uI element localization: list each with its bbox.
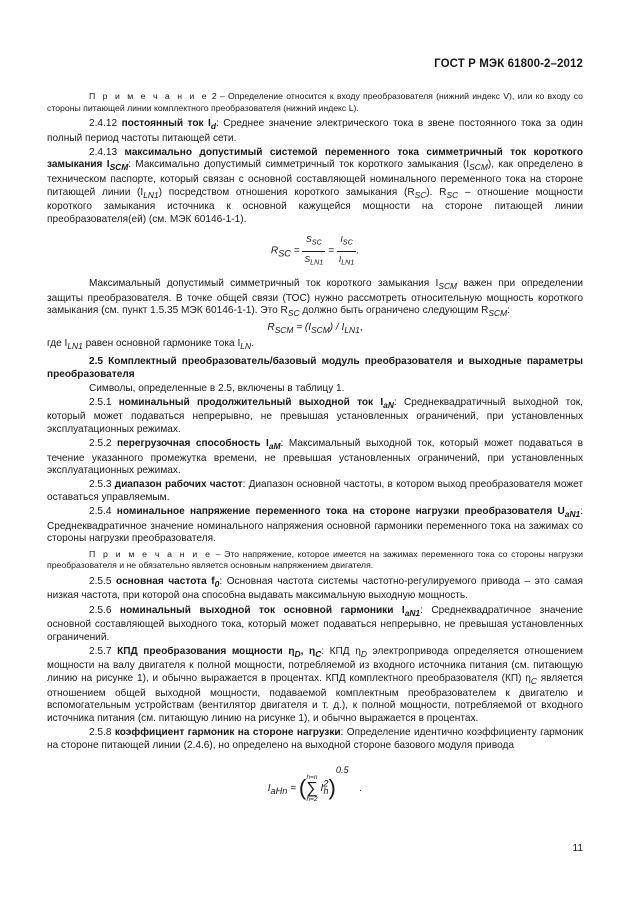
- term: постоянный ток $I_d$: [121, 118, 217, 132]
- clause-2-5-2: 2.5.2 перегрузочная способность $I_{aM}$: Максимальный выходной ток, который может подаваться в течение указанного промежутка времени, не превышая установленных ограничений, при установленных эксплуатационных режимах.: [47, 438, 583, 477]
- fraction-i: $\frac{I_{SC}}{I_{LN1}}$: [338, 234, 355, 267]
- clause-number: 2.4.13: [89, 146, 125, 158]
- page-number: 11: [572, 843, 583, 854]
- section-2-5-intro: Символы, определенные в 2.5, включены в таблицу 1.: [89, 382, 345, 394]
- standard-header: ГОСТ Р МЭК 61800-2–2012: [434, 58, 583, 70]
- document-body: [47, 88, 583, 812]
- note-voltage: П р и м е ч а н и е – Это напряжение, которое имеется на зажимах переменного тока со стороны нагрузки преобразователя и не обязательно является основным напряжением двигателя.: [47, 548, 583, 571]
- clause-2-5-7: 2.5.7 КПД преобразования мощности $\eta_D$, $\eta_C$: КПД $\eta_D$ электропривода определяется отношением мощности на валу двигателя к полной мощности, потребляемой из входного источника питания (см. питающую линию на рисунке 1), и обычно выражается в процентах. КПД комплектного преобразователя (КП) $\eta_C$ является отношением общей выходной мощности, подаваемой комплектным преобразователем к двигателю и вспомогательным устройствам (вентилятор двигателя и т. д.), к полной мощности, потребляемой от входного источника питания (см. питающую линию на рисунке 1), и обычно выражается в процентах.: [47, 645, 584, 724]
- clause-2-5-4: 2.5.4 номинальное напряжение переменного тока на стороне нагрузки преобразователя $U_{aN1}$: Среднеквадратичное значение номинального напряжения основной гармоники переменного тока на зажимах со стороны нагрузки преобразователя.: [47, 506, 583, 545]
- formula-rscm: $R_{SCM} = (I_{SCM}) / I_{LN1}$,: [267, 321, 363, 335]
- note-2: [47, 91, 583, 114]
- formula-aHn: $I_{aHn} = (h=n$ ∑ h=2 $I^2_h)^{0.5}$ .: [267, 765, 363, 803]
- clause-2-4-12: [47, 118, 583, 145]
- clause-2-5-3: 2.5.3 диапазон рабочих частот: Диапазон основной частоты, в котором выход преобразователя может оставаться управляемым.: [47, 479, 583, 503]
- formula-rsc: $R_{SC}$ = $\frac{S_{SC}}{S_{LN1}}$ = $\frac{I_{SC}}{I_{LN1}}$ .: [47, 233, 583, 269]
- scm-paragraph: Максимальный допустимый симметричный ток короткого замыкания $I_{SCM}$ важен при определении защиты преобразователя. В точке общей связи (ТОС) нужно рассмотреть относительную мощность короткого замыкания (см. пункт 1.5.35 МЭК 60146-1-1). Это $R_{SC}$ должно быть ограничено следующим $R_{SCM}$:: [47, 277, 583, 319]
- clause-2-4-13: 2.4.13 максимально допустимый системой переменного тока симметричный ток короткого замыкания $I_{SCM}$: Максимально допустимый симметричный ток короткого замыкания $(I_{SCM})$, как определено в техническом паспорте, который связан с основной составляющей номинального переменного тока на стороне питающей линии $(I_{LN1})$ посредством отношения короткого замыкания $(R_{SC})$. $R_{SC}$ – отношение мощности короткого замыкания источника к основной кажущейся мощности на стороне питающей линии преобразователя(ей) (см. МЭК 60146-1-1).: [47, 146, 583, 225]
- clause-2-5-1: 2.5.1 номинальный продолжительный выходной ток $I_{aN}$: Среднеквадратичный выходной ток, который может подаваться непрерывно, не превышая установленных ограничений, при установленных эксплуатационных режимах.: [47, 396, 583, 435]
- sum-symbol: h=n ∑ h=2: [306, 773, 318, 803]
- where-line: где $I_{LN1}$ равен основной гармонике тока $I_{LN}$.: [47, 338, 254, 352]
- clause-number: 2.4.12: [89, 118, 122, 129]
- clause-2-5-6: 2.5.6 номинальный выходной ток основной гармоники $I_{aN1}$: Среднеквадратичное значение основной составляющей выходного тока, который может подаваться непрерывно, не превышая установленных ограничений.: [47, 604, 583, 643]
- fraction-s: $\frac{S_{SC}}{S_{LN1}}$: [304, 234, 324, 267]
- definition: : Среднее значение электрического тока в звене постоянного тока за один полный период частоты питающей сети.: [47, 118, 584, 144]
- section-2-5-title: 2.5 Комплектный преобразователь/базовый модуль преобразователя и выходные параметры преобразователя: [47, 355, 583, 380]
- note-text: 2 – Определение относится к входу преобразователя (нижний индекс V), или ко входу со стороны питающей линии комплектного преобразователя (нижний индекс L).: [47, 91, 583, 113]
- clause-2-5-8: 2.5.8 коэффициент гармоник на стороне нагрузки: Определение идентично коэффициенту гармоник на стороне питающей линии (2.4.6), но определено на выходной стороне базового модуля привода: [47, 726, 583, 751]
- note-label: П р и м е ч а н и е: [89, 91, 209, 101]
- term: максимально допустимый системой переменного тока симметричный ток короткого замыкания $I_{SCM}$: [47, 146, 583, 173]
- clause-2-5-5: 2.5.5 основная частота $f_0$: Основная частота системы частотно-регулируемого привода – это самая низкая частота, при которой она способна выдавать максимальную выходную мощность.: [47, 575, 583, 602]
